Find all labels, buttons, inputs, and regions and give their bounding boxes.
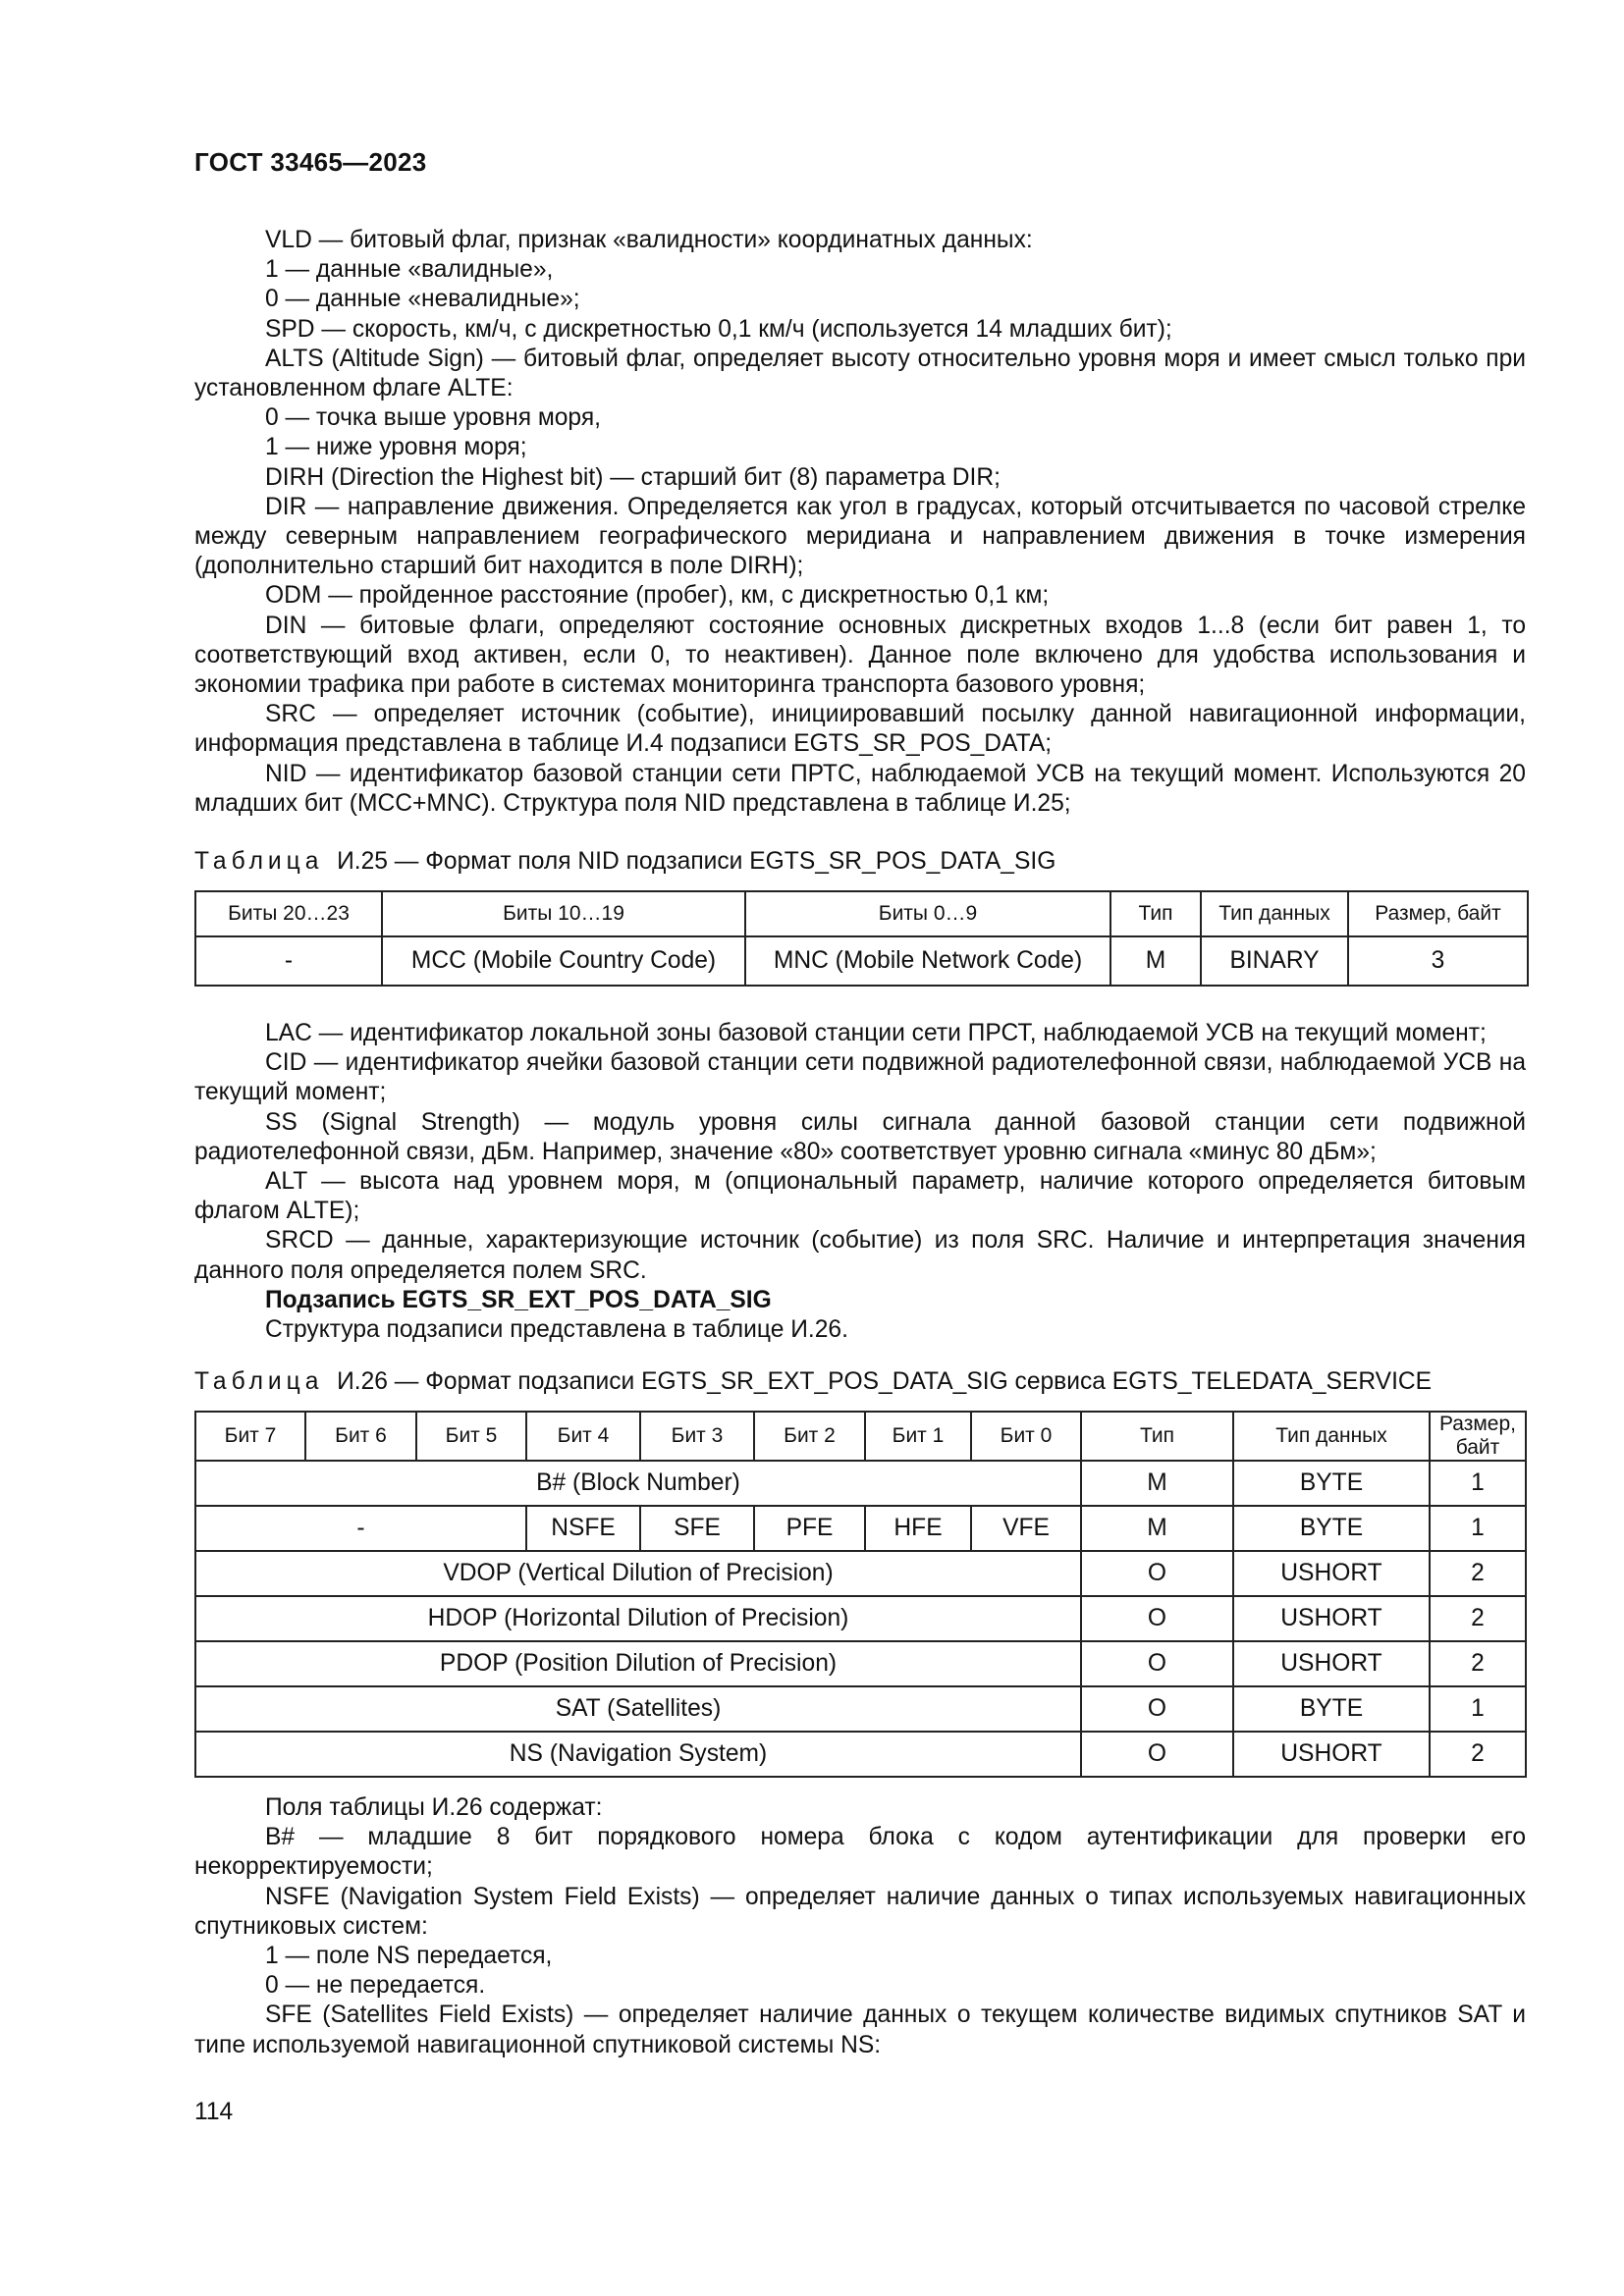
paragraph: ODM — пройденное расстояние (пробег), км, с дискретностью 0,1 км; [265, 582, 1050, 610]
table-cell: M [1081, 1506, 1233, 1551]
table-cell: - [195, 936, 382, 986]
text-block-3 [194, 1793, 1526, 2060]
table-cell: USHORT [1233, 1596, 1430, 1641]
table-header-cell: Бит 0 [971, 1412, 1081, 1461]
document-header: ГОСТ 33465—2023 [194, 147, 427, 177]
table-cell: 3 [1348, 936, 1528, 986]
table-row [195, 1641, 1526, 1686]
table-header-cell: Бит 6 [305, 1412, 416, 1461]
table-cell: O [1081, 1596, 1233, 1641]
paragraph: DIRH (Direction the Highest bit) — старший бит (8) параметра DIR; [265, 463, 1001, 491]
table-cell: BYTE [1233, 1461, 1430, 1506]
paragraph: B# — младшие 8 бит порядкового номера блока с кодом аутентификации для проверки его некорректируемости; [194, 1824, 1526, 1881]
table-cell: HFE [865, 1506, 971, 1551]
paragraph: SS (Signal Strength) — модуль уровня силы сигнала данной базовой станции сети подвижной радиотелефонной связи, дБм. Например, значение «80» соответствует уровню сигнала «минус 80 дБм»; [194, 1108, 1526, 1165]
table-cell: MNC (Mobile Network Code) [745, 936, 1110, 986]
table-cell: 1 [1430, 1461, 1526, 1506]
table-cell: PFE [754, 1506, 865, 1551]
table-caption-text: И.25 — Формат поля NID подзаписи EGTS_SR_POS_DATA_SIG [337, 848, 1056, 875]
table-caption-2 [194, 1368, 1432, 1396]
table-caption-prefix: Таблица [194, 1368, 324, 1395]
table-cell: O [1081, 1551, 1233, 1596]
table-header-row [195, 1412, 1526, 1461]
table-cell: BYTE [1233, 1506, 1430, 1551]
table-row [195, 1551, 1526, 1596]
table-header-row [195, 891, 1528, 936]
paragraph: 1 — ниже уровня моря; [265, 434, 527, 461]
table-cell: O [1081, 1732, 1233, 1777]
paragraph: Поля таблицы И.26 содержат: [265, 1794, 603, 1821]
page-number: 114 [194, 2099, 234, 2125]
table-cell: VDOP (Vertical Dilution of Precision) [195, 1551, 1081, 1596]
paragraph: 1 — поле NS передается, [265, 1943, 553, 1970]
table-cell: B# (Block Number) [195, 1461, 1081, 1506]
table-header-cell: Бит 1 [865, 1412, 971, 1461]
table-cell: SFE [640, 1506, 754, 1551]
table-cell: 2 [1430, 1551, 1526, 1596]
table-header-cell: Бит 5 [416, 1412, 526, 1461]
table-cell: NSFE [526, 1506, 640, 1551]
table-header-cell: Тип данных [1233, 1412, 1430, 1461]
table-header-cell: Тип [1081, 1412, 1233, 1461]
table-cell: 1 [1430, 1686, 1526, 1732]
table-cell: BINARY [1201, 936, 1348, 986]
paragraph: ALT — высота над уровнем моря, м (опциональный параметр, наличие которого определяется битовым флагом ALTE); [194, 1168, 1526, 1225]
table-header-cell: Размер, байт [1348, 891, 1528, 936]
table-cell: O [1081, 1641, 1233, 1686]
paragraph: CID — идентификатор ячейки базовой станции сети подвижной радиотелефонной связи, наблюдаемой УСВ на текущий момент; [194, 1049, 1526, 1106]
table-cell: - [195, 1506, 526, 1551]
table-header-cell: Биты 10…19 [382, 891, 745, 936]
table-row [195, 1596, 1526, 1641]
paragraph: NID — идентификатор базовой станции сети ПРТС, наблюдаемой УСВ на текущий момент. Используются 20 младших бит (MCC+MNC). Структура поля NID представлена в таблице И.25; [194, 760, 1526, 817]
table-cell: 2 [1430, 1641, 1526, 1686]
table-header-cell: Размер, байт [1430, 1412, 1526, 1461]
table-cell: HDOP (Horizontal Dilution of Precision) [195, 1596, 1081, 1641]
table-cell: O [1081, 1686, 1233, 1732]
paragraph: SPD — скорость, км/ч, с дискретностью 0,1 км/ч (используется 14 младших бит); [265, 315, 1172, 343]
paragraph: NSFE (Navigation System Field Exists) — определяет наличие данных о типах используемых навигационных спутниковых систем: [194, 1883, 1526, 1940]
table-header-cell: Тип данных [1201, 891, 1348, 936]
paragraph: SRC — определяет источник (событие), инициировавший посылку данной навигационной информации, информация представлена в таблице И.4 подзаписи EGTS_SR_POS_DATA; [194, 701, 1526, 758]
table-cell: MCC (Mobile Country Code) [382, 936, 745, 986]
table-cell: 1 [1430, 1506, 1526, 1551]
paragraph: LAC — идентификатор локальной зоны базовой станции сети ПРСТ, наблюдаемой УСВ на текущий момент; [265, 1020, 1487, 1046]
table-header-cell: Биты 20…23 [195, 891, 382, 936]
table-cell: 2 [1430, 1596, 1526, 1641]
table-header-cell: Бит 7 [195, 1412, 305, 1461]
table-header-cell: Тип [1110, 891, 1201, 936]
table-cell: M [1081, 1461, 1233, 1506]
table-caption-prefix: Таблица [194, 848, 324, 875]
table-row [195, 1732, 1526, 1777]
table-cell: NS (Navigation System) [195, 1732, 1081, 1777]
paragraph: DIR — направление движения. Определяется как угол в градусах, который отсчитывается по часовой стрелке между северным направлением географического меридиана и направлением движения в точке измерения (дополнительно старший бит находится в поле DIRH); [194, 493, 1526, 580]
table-cell: USHORT [1233, 1551, 1430, 1596]
table-cell: BYTE [1233, 1686, 1430, 1732]
paragraph: ALTS (Altitude Sign) — битовый флаг, определяет высоту относительно уровня моря и имеет смысл только при установленном флаге ALTE: [194, 345, 1526, 402]
table-row [195, 1461, 1526, 1506]
subrecord-heading: Подзапись EGTS_SR_EXT_POS_DATA_SIG [265, 1286, 772, 1313]
table-row [195, 1506, 1526, 1551]
table-cell: PDOP (Position Dilution of Precision) [195, 1641, 1081, 1686]
paragraph: 0 — не передается. [265, 1972, 486, 2000]
table-header-cell: Биты 0…9 [745, 891, 1110, 936]
table-header-cell: Бит 4 [526, 1412, 640, 1461]
table-cell: VFE [971, 1506, 1081, 1551]
nid-format-table [194, 890, 1529, 987]
text-block-2 [194, 1019, 1526, 1345]
table-caption-1 [194, 848, 1056, 876]
paragraph: SRCD — данные, характеризующие источник (событие) из поля SRC. Наличие и интерпретация значения данного поля определяется полем SRC. [194, 1227, 1526, 1284]
table-header-cell: Бит 2 [754, 1412, 865, 1461]
table-cell: 2 [1430, 1732, 1526, 1777]
text-block-1 [194, 226, 1526, 819]
paragraph: 1 — данные «валидные», [265, 256, 554, 284]
paragraph: SFE (Satellites Field Exists) — определяет наличие данных о текущем количестве видимых спутников SAT и типе используемой навигационной спутниковой системы NS: [194, 2002, 1526, 2058]
paragraph: 0 — точка выше уровня моря, [265, 404, 601, 432]
table-caption-text: И.26 — Формат подзаписи EGTS_SR_EXT_POS_DATA_SIG сервиса EGTS_TELEDATA_SERVICE [337, 1368, 1433, 1395]
paragraph: Структура подзаписи представлена в таблице И.26. [265, 1316, 848, 1344]
table-cell: USHORT [1233, 1732, 1430, 1777]
table-cell: SAT (Satellites) [195, 1686, 1081, 1732]
table-header-cell: Бит 3 [640, 1412, 754, 1461]
table-cell: USHORT [1233, 1641, 1430, 1686]
paragraph: DIN — битовые флаги, определяют состояние основных дискретных входов 1...8 (если бит равен 1, то соответствующий вход активен, если 0, то неактивен). Данное поле включено для удобства использования и экономии трафика при работе в системах мониторинга транспорта базового уровня; [194, 612, 1526, 699]
paragraph: 0 — данные «невалидные»; [265, 286, 580, 313]
table-cell: M [1110, 936, 1201, 986]
paragraph: VLD — битовый флаг, признак «валидности» координатных данных: [265, 227, 1033, 253]
table-row [195, 1686, 1526, 1732]
table-row [195, 936, 1528, 986]
ext-pos-data-table [194, 1411, 1527, 1778]
